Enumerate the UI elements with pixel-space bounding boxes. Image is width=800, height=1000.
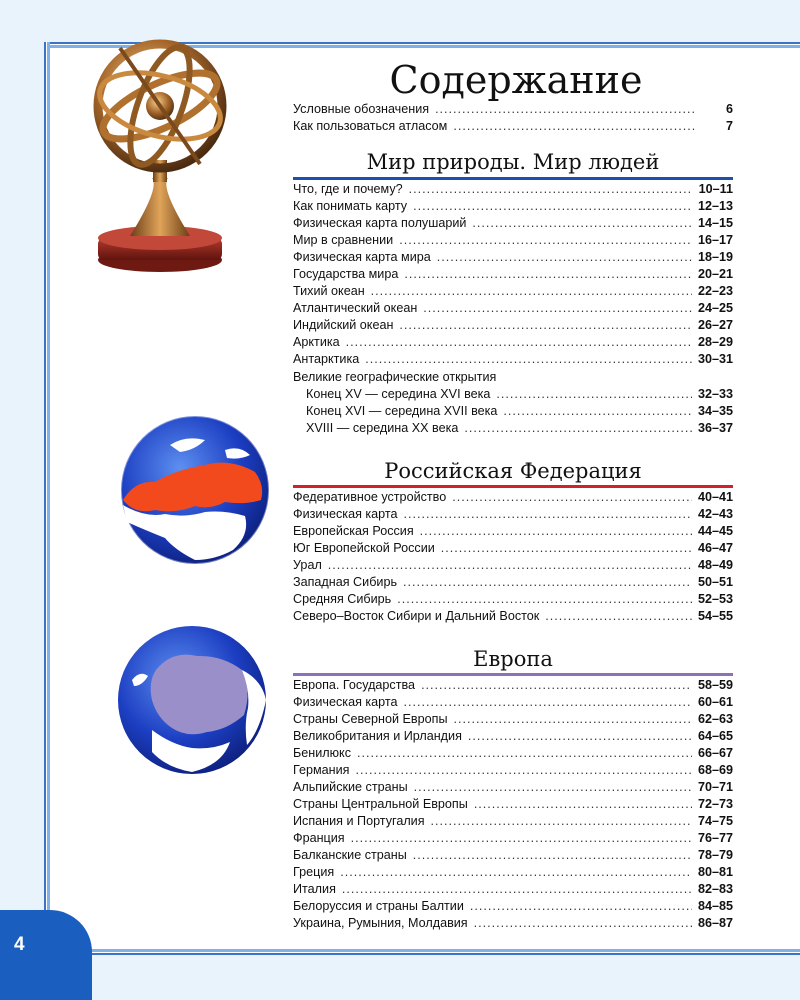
leader-dots	[420, 523, 692, 540]
toc-entry[interactable]	[293, 796, 733, 813]
toc-entry-label: Конец XVI — середина XVII века	[306, 404, 498, 418]
toc-entry[interactable]	[293, 266, 733, 283]
leader-dots	[423, 300, 692, 317]
frame-border-left	[44, 42, 50, 955]
toc-entry[interactable]	[293, 118, 733, 135]
toc-entry[interactable]	[293, 181, 733, 198]
toc-entry-label: Альпийские страны	[293, 780, 408, 794]
toc-entry-page: 76–77	[697, 831, 733, 845]
leader-dots	[340, 864, 692, 881]
toc-entry-label: Государства мира	[293, 267, 399, 281]
toc-entry-label: Урал	[293, 558, 322, 572]
section-rule-russia	[293, 485, 733, 488]
leader-dots	[470, 898, 692, 915]
leader-dots	[474, 796, 692, 813]
toc-entry-label: Европейская Россия	[293, 524, 414, 538]
leader-dots	[346, 334, 692, 351]
toc-entry-page: 36–37	[697, 421, 733, 435]
toc-entry-page: 20–21	[697, 267, 733, 281]
armillary-sphere-icon	[60, 38, 260, 278]
toc-entry-page: 7	[725, 119, 733, 133]
toc-entry[interactable]	[293, 283, 733, 300]
toc-entry-label: Франция	[293, 831, 345, 845]
section-rule-europe	[293, 673, 733, 676]
toc-entry-page: 74–75	[697, 814, 733, 828]
toc-entry-page: 24–25	[697, 301, 733, 315]
toc-entry-page: 72–73	[697, 797, 733, 811]
toc-entry-page: 68–69	[697, 763, 733, 777]
section-title-russia: Российская Федерация	[384, 459, 642, 483]
leader-dots	[452, 489, 692, 506]
toc-entry-page: 44–45	[697, 524, 733, 538]
toc-entry[interactable]	[293, 898, 733, 915]
leader-dots	[399, 317, 692, 334]
section-rule-world	[293, 177, 733, 180]
toc-intro	[293, 101, 733, 135]
toc-entry[interactable]	[293, 506, 733, 523]
leader-dots	[365, 351, 692, 368]
toc-entry[interactable]	[293, 608, 733, 625]
toc-entry-page: 18–19	[697, 250, 733, 264]
toc-entry[interactable]	[293, 300, 733, 317]
leader-dots	[399, 232, 692, 249]
leader-dots	[403, 574, 692, 591]
toc-entry[interactable]	[293, 198, 733, 215]
page-margin-bottom	[0, 955, 800, 1000]
leader-dots	[441, 540, 692, 557]
leader-dots	[503, 403, 692, 420]
toc-entry-label: Федеративное устройство	[293, 490, 447, 504]
toc-entry-label: Тихий океан	[293, 284, 365, 298]
toc-entry-label: Мир в сравнении	[293, 233, 394, 247]
toc-entry-page: 40–41	[697, 490, 733, 504]
toc-entry-page: 30–31	[697, 352, 733, 366]
globe-europe-icon	[112, 620, 272, 780]
toc-entry[interactable]	[293, 420, 733, 437]
toc-entry-page: 16–17	[697, 233, 733, 247]
toc-entry[interactable]	[293, 403, 733, 420]
leader-dots	[409, 181, 693, 198]
toc-entry[interactable]	[293, 677, 733, 694]
toc-section-world	[293, 181, 733, 368]
toc-entry-page: 54–55	[697, 609, 733, 623]
leader-dots	[371, 283, 692, 300]
toc-entry-page: 26–27	[697, 318, 733, 332]
toc-entry-page: 82–83	[697, 882, 733, 896]
toc-entry-label: Страны Центральной Европы	[293, 797, 468, 811]
toc-entry[interactable]	[293, 523, 733, 540]
section-title-world: Мир природы. Мир людей	[366, 150, 660, 174]
leader-dots	[453, 118, 697, 135]
toc-entry-label: Белоруссия и страны Балтии	[293, 899, 464, 913]
leader-dots	[404, 694, 692, 711]
toc-section-europe	[293, 677, 733, 932]
toc-entry-page: 60–61	[697, 695, 733, 709]
toc-entry-page: 12–13	[697, 199, 733, 213]
toc-entry-label: Западная Сибирь	[293, 575, 398, 589]
toc-entry[interactable]	[293, 317, 733, 334]
toc-entry[interactable]	[293, 249, 733, 266]
toc-entry-page: 64–65	[697, 729, 733, 743]
toc-entry-label: Индийский океан	[293, 318, 394, 332]
toc-entry-page: 50–51	[697, 575, 733, 589]
toc-entry-label: Арктика	[293, 335, 340, 349]
toc-entry[interactable]	[293, 215, 733, 232]
page-number: 4	[14, 934, 25, 955]
toc-subgroup-heading-label: Великие географические открытия	[293, 370, 497, 384]
toc-entry-page: 22–23	[697, 284, 733, 298]
section-title-europe: Европа	[473, 647, 553, 671]
toc-entry-page: 86–87	[697, 916, 733, 930]
leader-dots	[435, 101, 697, 118]
leader-dots	[342, 881, 692, 898]
toc-entry[interactable]	[293, 386, 733, 403]
toc-entry-label: Физическая карта	[293, 695, 398, 709]
toc-entry-label: Греция	[293, 865, 335, 879]
leader-dots	[413, 198, 692, 215]
toc-entry-page: 48–49	[697, 558, 733, 572]
toc-entry[interactable]	[293, 881, 733, 898]
toc-entry-page: 10–11	[698, 182, 733, 196]
toc-entry-page: 78–79	[697, 848, 733, 862]
toc-entry-page: 84–85	[697, 899, 733, 913]
page-margin-left	[0, 0, 48, 1000]
leader-dots	[545, 608, 692, 625]
leader-dots	[496, 386, 692, 403]
toc-entry-page: 32–33	[697, 387, 733, 401]
toc-entry-page: 58–59	[697, 678, 733, 692]
leader-dots	[437, 249, 692, 266]
frame-border-bottom	[44, 949, 800, 955]
toc-entry-page: 80–81	[697, 865, 733, 879]
toc-entry[interactable]	[293, 334, 733, 351]
toc-entry-label: Физическая карта	[293, 507, 398, 521]
leader-dots	[421, 677, 692, 694]
leader-dots	[468, 728, 692, 745]
toc-entry-page: 62–63	[697, 712, 733, 726]
toc-entry[interactable]	[293, 728, 733, 745]
toc-entry-page: 52–53	[697, 592, 733, 606]
toc-entry-page: 46–47	[697, 541, 733, 555]
toc-entry-label: Антарктика	[293, 352, 360, 366]
toc-entry-page: 34–35	[697, 404, 733, 418]
toc-entry[interactable]	[293, 232, 733, 249]
toc-entry-label: XVIII — середина XX века	[306, 421, 459, 435]
toc-entry[interactable]	[293, 762, 733, 779]
leader-dots	[404, 266, 692, 283]
toc-entry[interactable]	[293, 694, 733, 711]
toc-entry-page: 42–43	[697, 507, 733, 521]
leader-dots	[464, 420, 692, 437]
toc-entry-label: Атлантический океан	[293, 301, 418, 315]
toc-entry-label: Условные обозначения	[293, 102, 430, 116]
toc-entry[interactable]	[293, 745, 733, 762]
toc-entry-label: Украина, Румыния, Молдавия	[293, 916, 468, 930]
toc-entry-label: Бенилюкс	[293, 746, 352, 760]
toc-entry[interactable]	[293, 864, 733, 881]
toc-entry-label: Страны Северной Европы	[293, 712, 448, 726]
toc-entry-page: 70–71	[697, 780, 733, 794]
toc-entry-label: Конец XV — середина XVI века	[306, 387, 491, 401]
toc-entry-label: Европа. Государства	[293, 678, 416, 692]
toc-entry-page: 14–15	[697, 216, 733, 230]
toc-subgroup-discoveries	[293, 369, 733, 437]
leader-dots	[413, 847, 692, 864]
toc-entry[interactable]	[293, 711, 733, 728]
toc-entry-page: 6	[725, 102, 733, 116]
toc-entry-label: Средняя Сибирь	[293, 592, 392, 606]
toc-entry-label: Что, где и почему?	[293, 182, 403, 196]
toc-section-russia	[293, 489, 733, 625]
toc-entry[interactable]	[293, 574, 733, 591]
toc-entry-label: Физическая карта мира	[293, 250, 431, 264]
toc-entry[interactable]	[293, 489, 733, 506]
leader-dots	[397, 591, 692, 608]
toc-entry[interactable]	[293, 557, 733, 574]
leader-dots	[472, 215, 692, 232]
page-title: Содержание	[389, 58, 643, 102]
leader-dots	[454, 711, 692, 728]
toc-entry[interactable]	[293, 101, 733, 118]
page-margin-top	[0, 0, 800, 42]
leader-dots	[431, 813, 692, 830]
toc-entry[interactable]	[293, 830, 733, 847]
toc-entry[interactable]	[293, 813, 733, 830]
leader-dots	[351, 830, 692, 847]
leader-dots	[414, 779, 692, 796]
toc-entry-label: Как пользоваться атласом	[293, 119, 448, 133]
leader-dots	[404, 506, 692, 523]
toc-entry-label: Балканские страны	[293, 848, 407, 862]
toc-entry[interactable]	[293, 847, 733, 864]
toc-entry[interactable]	[293, 779, 733, 796]
toc-entry[interactable]	[293, 351, 733, 368]
leader-dots	[355, 762, 692, 779]
leader-dots	[357, 745, 692, 762]
toc-entry-label: Великобритания и Ирландия	[293, 729, 462, 743]
toc-entry[interactable]	[293, 591, 733, 608]
toc-entry[interactable]	[293, 540, 733, 557]
toc-entry-page: 28–29	[697, 335, 733, 349]
toc-entry-label: Юг Европейской России	[293, 541, 435, 555]
globe-russia-icon	[115, 410, 275, 570]
toc-entry[interactable]	[293, 915, 733, 932]
toc-subgroup-heading[interactable]	[293, 369, 733, 386]
toc-entry-label: Физическая карта полушарий	[293, 216, 467, 230]
leader-dots	[474, 915, 692, 932]
toc-entry-label: Италия	[293, 882, 336, 896]
toc-entry-label: Испания и Португалия	[293, 814, 425, 828]
leader-dots	[328, 557, 692, 574]
toc-entry-page: 66–67	[697, 746, 733, 760]
toc-entry-label: Германия	[293, 763, 350, 777]
toc-entry-label: Северо–Восток Сибири и Дальний Восток	[293, 609, 540, 623]
toc-entry-label: Как понимать карту	[293, 199, 408, 213]
